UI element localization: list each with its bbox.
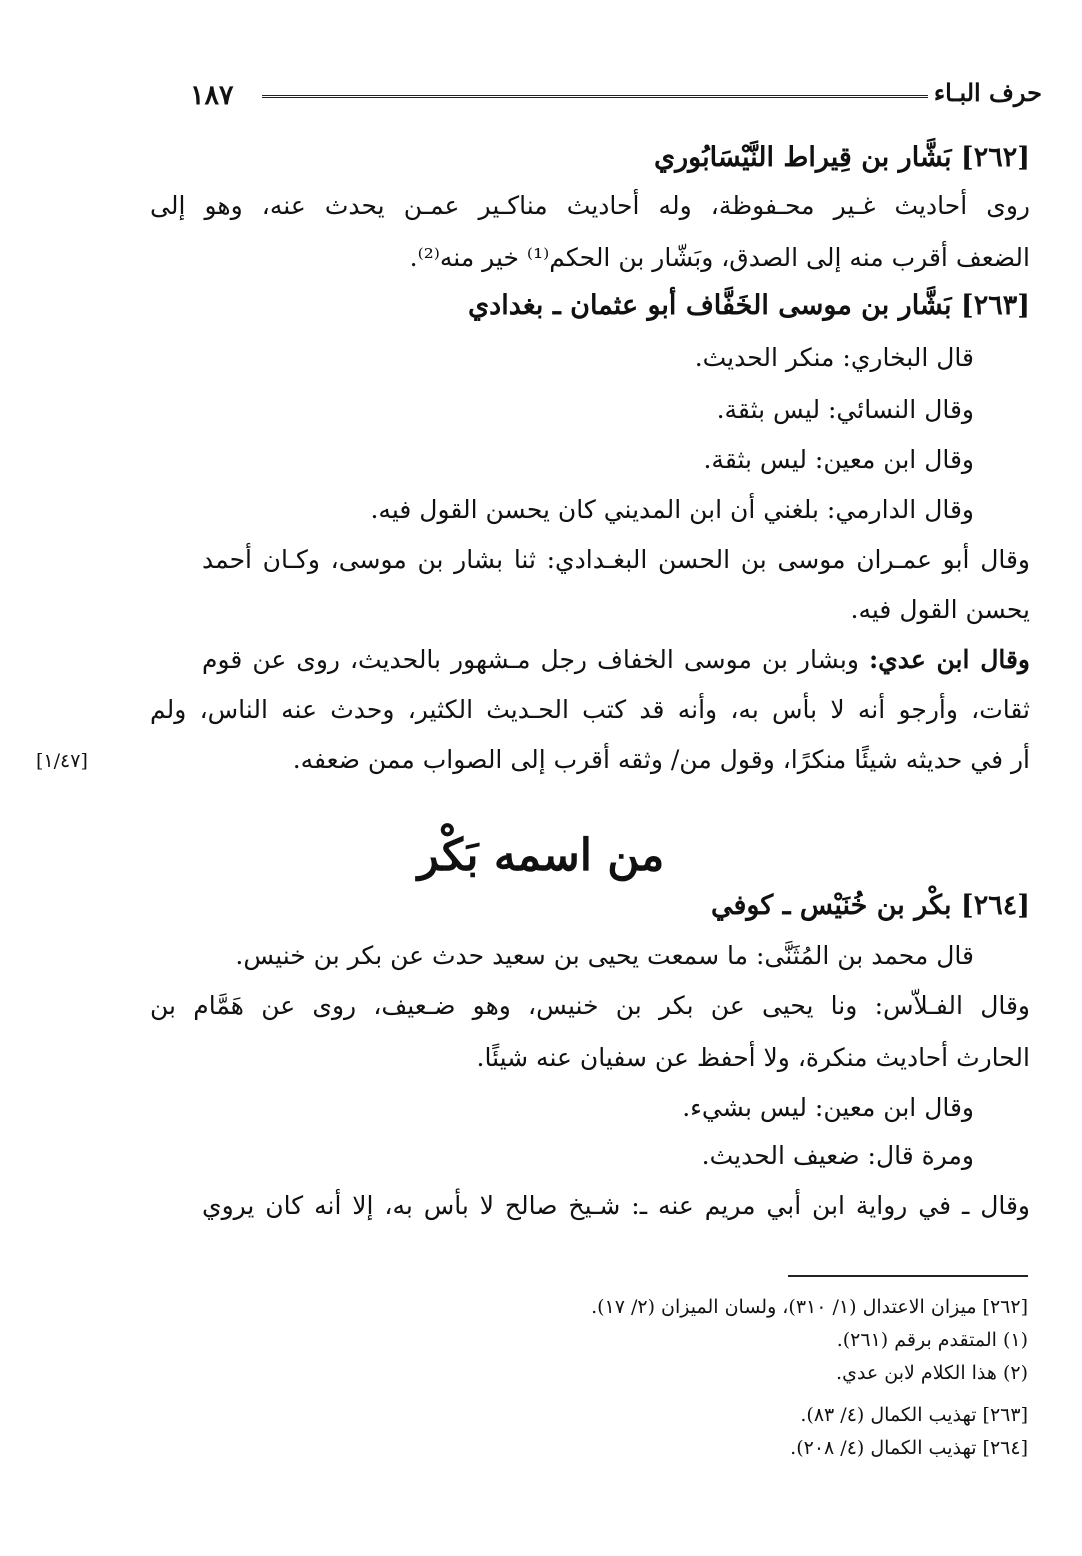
- entry-262-heading: [٢٦٢] بَشَّار بن قِيراط النَّيْسَابُوري: [654, 142, 1030, 173]
- entry-263-line-6: يحسن القول فيه.: [850, 595, 1030, 624]
- entry-264-line-2: وقال الفـلاّس: ونا يحيى عن بكر بن خنيس، وهو ضـعيف، روى عن هَمَّام بن: [150, 991, 1030, 1020]
- entry-264-line-6: وقال ـ في رواية ابن أبي مريم عنه ـ: شـيخ صالح لا بأس به، إلا أنه كان يروي: [202, 1191, 1030, 1220]
- ibn-adi-paragraph-line-3: أر في حديثه شيئًا منكرًا، وقول من/ وثقه أقرب إلى الصواب ممن ضعفه.: [292, 745, 1030, 774]
- footnote-rule: [788, 1275, 1028, 1277]
- entry-263-line-2: وقال النسائي: ليس بثقة.: [716, 395, 974, 424]
- footnote-2: (١) المتقدم برقم (٢٦١).: [836, 1329, 1028, 1351]
- entry-263-heading: [٢٦٣] بَشَّار بن موسى الخَفَّاف أبو عثمان ـ بغدادي: [468, 290, 1030, 321]
- entry-263-line-4: وقال الدارمي: بلغني أن ابن المديني كان يحسن القول فيه.: [370, 495, 974, 524]
- ibn-adi-text: وبشار بن موسى الخفاف رجل مـشهور بالحديث، روى عن قوم: [202, 645, 859, 674]
- entry-262-line-2: الضعف أقرب منه إلى الصدق، وبَشّار بن الحكم⁽¹⁾ خير منه⁽²⁾.: [409, 243, 1030, 272]
- section-title: من اسمه بَكْر: [417, 830, 665, 881]
- footnote-4: [٢٦٣] تهذيب الكمال (٤/ ٨٣).: [800, 1404, 1028, 1426]
- entry-264-line-5: ومرة قال: ضعيف الحديث.: [701, 1141, 974, 1170]
- page-number: ١٨٧: [190, 80, 234, 111]
- entry-263-line-3: وقال ابن معين: ليس بثقة.: [703, 445, 974, 474]
- margin-reference: [١/٤٧]: [36, 750, 88, 772]
- ibn-adi-paragraph-line-1: [202, 642, 1030, 678]
- entry-263-line-1: قال البخاري: منكر الحديث.: [694, 343, 974, 372]
- header-rule: [262, 95, 928, 98]
- footnote-3: (٢) هذا الكلام لابن عدي.: [836, 1362, 1028, 1384]
- running-title: حرف البـاء: [933, 78, 1042, 107]
- footnote-5: [٢٦٤] تهذيب الكمال (٤/ ٢٠٨).: [790, 1437, 1028, 1459]
- entry-264-line-4: وقال ابن معين: ليس بشيء.: [682, 1093, 974, 1122]
- footnote-1: [٢٦٢] ميزان الاعتدال (١/ ٣١٠)، ولسان الميزان (٢/ ١٧).: [591, 1296, 1028, 1318]
- entry-262-line-1: روى أحاديث غـير محـفوظة، وله أحاديث مناكـير عمـن يحدث عنه، وهو إلى: [150, 191, 1030, 220]
- entry-264-heading: [٢٦٤] بكْر بن خُنَيْس ـ كوفي: [711, 890, 1030, 921]
- entry-264-line-1: قال محمد بن المُثَنَّى: ما سمعت يحيى بن سعيد حدث عن بكر بن خنيس.: [235, 941, 974, 970]
- entry-264-line-3: الحارث أحاديث منكرة، ولا أحفظ عن سفيان عنه شيئًا.: [476, 1043, 1030, 1072]
- ibn-adi-label: وقال ابن عدي:: [868, 645, 1031, 674]
- ibn-adi-paragraph-line-2: ثقات، وأرجو أنه لا بأس به، وأنه قد كتب الحـديث الكثير، وحدث عنه الناس، ولم: [150, 695, 1030, 724]
- entry-263-line-5: وقال أبو عمـران موسى بن الحسن البغـدادي: ثنا بشار بن موسى، وكـان أحمد: [202, 545, 1030, 574]
